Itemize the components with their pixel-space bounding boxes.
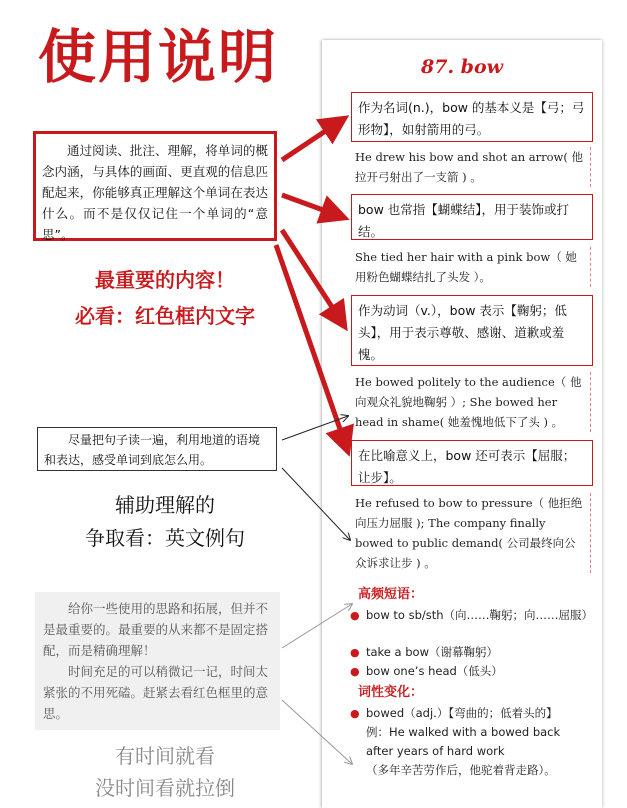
page-title: 使用说明 [38, 23, 279, 91]
extension-note-p1: 给你一些使用的思路和拓展，但并不是最重要的。最重要的从来都不是固定搭配，而是精确理解！ [43, 601, 269, 658]
definition-box-3: 作为动词（v.），bow 表示【鞠躬；低头】，用于表示尊敬、感谢、道歉或羞愧。 [351, 295, 593, 366]
example-note: 尽量把句子读一遍，利用地道的语境和表达，感受单词到底怎么用。 [37, 427, 277, 471]
pos-example-translation: （多年辛苦劳作后，他驼着背走路）。 [366, 763, 556, 777]
example-sentence-1: He drew his bow and shot an arrow( 他拉开弓射出了一支箭 ) 。 [355, 147, 591, 187]
example-sentence-4: He refused to bow to pressure（ 他拒绝向压力屈服 ); The company finally bowed to public demand( 公司最终向公众诉求让步 ) 。 [355, 493, 591, 573]
arrow-to-example-4 [282, 468, 350, 540]
optional-heading-1: 有时间就看 [115, 744, 215, 768]
definition-box-2: bow 也常指【蝴蝶结】，用于装饰或打结。 [351, 194, 593, 240]
arrow-to-phrases [282, 604, 352, 648]
definition-box-1: 作为名词(n.)，bow 的基本义是【弓；弓形物】，如射箭用的弓。 [351, 92, 593, 142]
example-heading-2: 争取看：英文例句 [85, 526, 245, 550]
extension-note-p2: 时间充足的可以稍微记一记，时间太紧张的不用死磕。赶紧去看红色框里的意思。 [43, 664, 269, 721]
phrases-heading: 高频短语： [358, 587, 424, 602]
bullet-icon: ● [350, 707, 360, 720]
bullet-icon: ● [350, 609, 360, 622]
definition-box-4: 在比喻意义上，bow 还可表示【屈服；让步】。 [351, 440, 593, 486]
optional-heading-2: 没时间看就拉倒 [95, 776, 235, 800]
phrase-text: bow to sb/sth（向……鞠躬；向……屈服） [366, 608, 594, 622]
arrow-to-pos [282, 700, 352, 764]
pos-example: 例：He walked with a bowed back after years of hard work [366, 725, 561, 758]
phrase-text: bow one’s head（低头） [366, 664, 503, 678]
pos-heading: 词性变化： [358, 685, 424, 700]
example-sentence-3: He bowed politely to the audience（ 他向观众礼貌地鞠躬 ）; She bowed her head in shame( 她羞愧地低下了头 ) 。 [355, 372, 591, 432]
bullet-icon: ● [350, 665, 360, 678]
red-frame-note: 通过阅读、批注、理解，将单词的概念内涵，与具体的画面、更直观的信息匹配起来，你能够真正理解这个单词在表达什么。而不是仅仅记住一个单词的“意思”。 [33, 131, 277, 241]
example-sentence-2: She tied her hair with a pink bow（ 她用粉色蝴蝶结扎了头发 ）。 [355, 247, 591, 287]
red-heading-1: 最重要的内容！ [95, 268, 235, 292]
phrase-text: take a bow（谢幕鞠躬） [366, 645, 498, 659]
example-heading-1: 辅助理解的 [115, 493, 215, 517]
arrow-to-definition-2 [282, 195, 345, 218]
arrow-to-definition-1 [282, 118, 345, 160]
red-heading-2: 必看：红色框内文字 [75, 304, 255, 328]
arrow-to-definition-3 [282, 230, 345, 327]
pos-definition: bowed（adj.）【弯曲的；低着头的】 [366, 706, 558, 720]
bullet-icon: ● [350, 646, 360, 659]
entry-title: 87. bow [421, 56, 503, 78]
